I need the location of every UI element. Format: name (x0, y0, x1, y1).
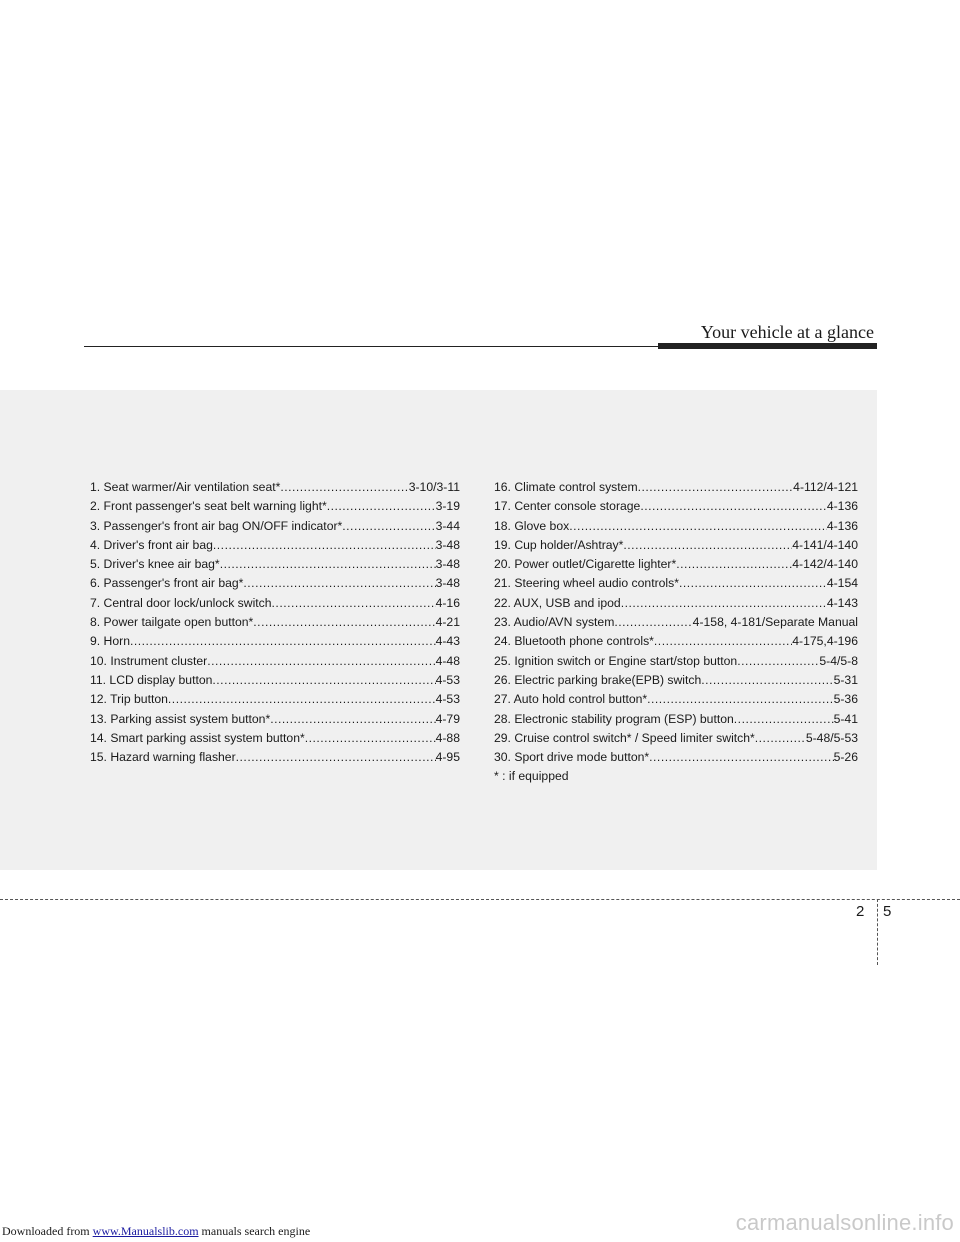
entry-page: 4-88 (435, 730, 460, 745)
entry-page: 5-41 (833, 711, 858, 726)
entry-label: 29. Cruise control switch* / Speed limiter switch* (494, 730, 755, 745)
entry-page: 5-31 (833, 672, 858, 687)
entry-page: 4-112/4-121 (793, 480, 858, 494)
entry-label: 13. Parking assist system button* (90, 711, 271, 726)
leader-dots (213, 536, 436, 555)
index-entry (494, 478, 858, 497)
leader-dots (614, 613, 692, 632)
entry-page: 5-4/5-8 (819, 653, 858, 668)
entry-label: 10. Instrument cluster (90, 653, 208, 668)
leader-dots (280, 478, 408, 497)
index-entry (90, 478, 460, 497)
entry-page: 3-10/3-11 (408, 480, 460, 494)
entry-page: 3-48 (435, 557, 460, 572)
index-entry (90, 497, 460, 516)
leader-dots (327, 497, 436, 516)
index-entry (494, 748, 858, 767)
entry-label: 8. Power tailgate open button* (90, 615, 254, 630)
entry-page: 3-48 (435, 537, 460, 552)
download-suffix: manuals search engine (198, 1224, 311, 1238)
header-title: Your vehicle at a glance (700, 322, 874, 342)
entry-page: 5-48/5-53 (805, 730, 858, 745)
entry-label: 6. Passenger's front air bag* (90, 576, 244, 591)
footnote: * : if equipped (494, 769, 569, 784)
index-entry (90, 671, 460, 690)
chapter-number: 2 (856, 903, 865, 920)
leader-dots (755, 729, 806, 748)
leader-dots (272, 594, 436, 613)
entry-page: 3-48 (435, 576, 460, 591)
entry-page: 4-141/4-140 (792, 537, 858, 552)
entry-page: 4-143 (826, 595, 858, 610)
index-entry (90, 632, 460, 651)
entry-page: 4-95 (435, 750, 460, 765)
leader-dots (679, 574, 827, 593)
index-entry (494, 613, 858, 632)
download-note (2, 1224, 310, 1239)
index-entry (90, 729, 460, 748)
leader-dots (270, 710, 435, 729)
leader-dots (701, 671, 833, 690)
entry-page: 4-53 (435, 672, 460, 687)
leader-dots (676, 555, 792, 574)
index-entry (494, 574, 858, 593)
index-entry (90, 555, 460, 574)
leader-dots (168, 690, 436, 709)
entry-label: 26. Electric parking brake(EPB) switch (494, 672, 702, 687)
entry-page: 4-16 (435, 595, 460, 610)
index-entry (494, 690, 858, 709)
entry-label: 1. Seat warmer/Air ventilation seat* (90, 480, 281, 494)
entry-page: 4-79 (435, 711, 460, 726)
entry-page: 4-158, 4-181/Separate Manual (692, 615, 858, 630)
index-entry (494, 652, 858, 671)
header-bar (658, 343, 877, 349)
leader-dots (243, 574, 435, 593)
leader-dots (640, 497, 826, 516)
entry-label: 3. Passenger's front air bag ON/OFF indicator* (90, 518, 343, 533)
entry-page: 4-21 (435, 615, 460, 630)
index-entry (494, 594, 858, 613)
leader-dots (638, 478, 794, 497)
index-entry (494, 671, 858, 690)
header-rule (84, 346, 658, 347)
index-entry (90, 652, 460, 671)
entry-label: 16. Climate control system (494, 480, 638, 494)
leader-dots (569, 517, 827, 536)
entry-label: 14. Smart parking assist system button* (90, 730, 305, 745)
entry-page: 4-48 (435, 653, 460, 668)
entry-page: 4-136 (826, 499, 858, 514)
entry-label: 27. Auto hold control button* (494, 692, 648, 707)
entry-page: 4-142/4-140 (792, 557, 858, 572)
entry-page: 4-136 (826, 518, 858, 533)
entry-label: 30. Sport drive mode button* (494, 750, 650, 765)
index-entry (494, 536, 858, 555)
leader-dots (623, 536, 792, 555)
entry-label: 2. Front passenger's seat belt warning light* (90, 499, 327, 514)
leader-dots (654, 632, 792, 651)
index-entry (90, 710, 460, 729)
index-entry (494, 555, 858, 574)
leader-dots (130, 632, 436, 651)
entry-label: 20. Power outlet/Cigarette lighter* (494, 557, 677, 572)
entry-label: 24. Bluetooth phone controls* (494, 634, 654, 649)
leader-dots (207, 652, 435, 671)
entry-label: 5. Driver's knee air bag* (90, 557, 220, 572)
entry-page: 4-43 (435, 634, 460, 649)
leader-dots (220, 555, 436, 574)
entry-label: 28. Electronic stability program (ESP) button (494, 711, 734, 726)
entry-label: 15. Hazard warning flasher (90, 750, 236, 765)
leader-dots (342, 517, 435, 536)
leader-dots (649, 748, 833, 767)
footer-vertical-dashed-rule (877, 899, 878, 965)
watermark: carmanualsonline.info (735, 1210, 954, 1235)
leader-dots (253, 613, 435, 632)
manualslib-link[interactable]: www.Manualslib.com (92, 1224, 199, 1238)
entry-label: 18. Glove box (494, 518, 570, 533)
leader-dots (212, 671, 435, 690)
entry-label: 21. Steering wheel audio controls* (494, 576, 679, 591)
leader-dots (621, 594, 827, 613)
left-index-column (90, 478, 460, 767)
index-entry (90, 690, 460, 709)
footer-dashed-rule (0, 899, 960, 900)
index-entry (90, 517, 460, 536)
index-entry (90, 748, 460, 767)
entry-page: 3-44 (435, 518, 460, 533)
index-entry (494, 517, 858, 536)
entry-page: 5-36 (833, 692, 858, 707)
index-entry (494, 710, 858, 729)
entry-page: 4-175,4-196 (792, 634, 858, 649)
entry-label: 25. Ignition switch or Engine start/stop button (494, 653, 738, 668)
entry-label: 12. Trip button (90, 692, 168, 707)
entry-label: 7. Central door lock/unlock switch (90, 595, 272, 610)
download-prefix: Downloaded from (2, 1224, 93, 1238)
entry-label: 17. Center console storage (494, 499, 641, 514)
leader-dots (305, 729, 436, 748)
leader-dots (734, 710, 834, 729)
entry-page: 4-154 (826, 576, 858, 591)
entry-page: 5-26 (833, 750, 858, 765)
entry-label: 22. AUX, USB and ipod (494, 595, 621, 610)
entry-label: 19. Cup holder/Ashtray* (494, 537, 624, 552)
leader-dots (647, 690, 833, 709)
index-entry (90, 594, 460, 613)
entry-page: 3-19 (435, 499, 460, 514)
entry-page: 4-53 (435, 692, 460, 707)
index-entry (494, 729, 858, 748)
index-entry (90, 574, 460, 593)
index-entry (494, 497, 858, 516)
leader-dots (236, 748, 436, 767)
entry-label: 4. Driver's front air bag (90, 537, 213, 552)
index-entry (494, 632, 858, 651)
entry-label: 11. LCD display button (90, 672, 213, 687)
leader-dots (737, 652, 819, 671)
index-entry (90, 536, 460, 555)
entry-label: 9. Horn (90, 634, 130, 649)
page-number: 5 (883, 903, 892, 920)
right-index-column (494, 478, 858, 787)
entry-label: 23. Audio/AVN system (494, 615, 615, 630)
index-entry (90, 613, 460, 632)
